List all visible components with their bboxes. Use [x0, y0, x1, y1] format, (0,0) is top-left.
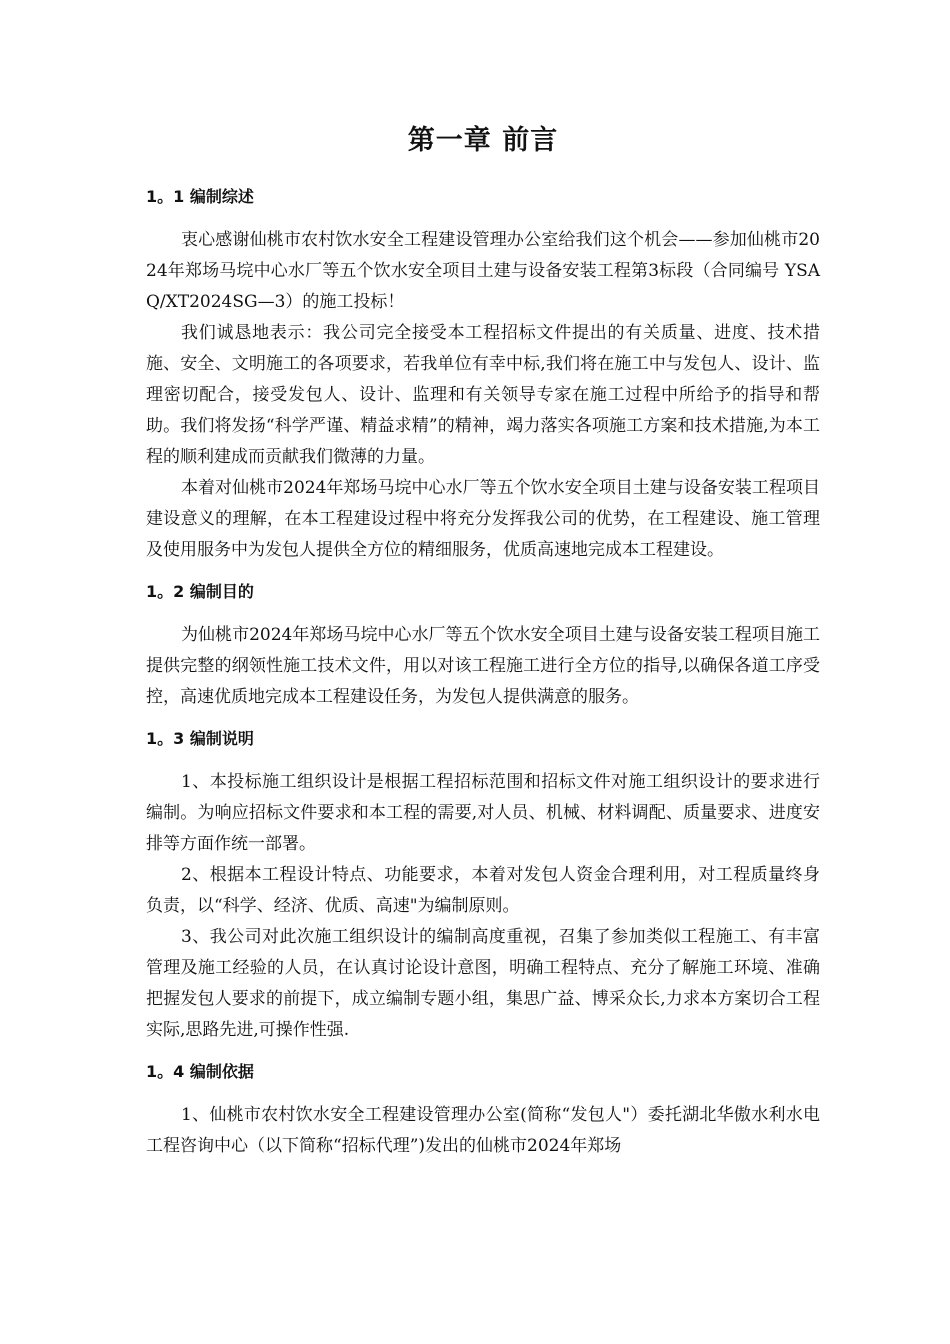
chapter-title: 第一章 前言 — [407, 125, 559, 156]
section-explanation — [146, 725, 820, 1046]
section-overview — [146, 183, 820, 566]
paragraph: 3、我公司对此次施工组织设计的编制高度重视，召集了参加类似工程施工、有丰富管理及施工经验的人员，在认真讨论设计意图，明确工程特点、充分了解施工环境、准确把握发包人要求的前提下，成立编制专题小组，集思广益、博采众长,力求本方案切合工程实际,思路先进,可操作性强. — [146, 927, 820, 1040]
paragraph: 衷心感谢仙桃市农村饮水安全工程建设管理办公室给我们这个机会——参加仙桃市2024年郑场马垸中心水厂等五个饮水安全项目土建与设备安装工程第3标段（合同编号 YSAQ/XT2024SG—3）的施工投标！ — [146, 230, 820, 312]
paragraph: 2、根据本工程设计特点、功能要求，本着对发包人资金合理利用，对工程质量终身负责，以“科学、经济、优质、高速"为编制原则。 — [146, 865, 820, 916]
paragraph: 本着对仙桃市2024年郑场马垸中心水厂等五个饮水安全项目土建与设备安装工程项目建设意义的理解，在本工程建设过程中将充分发挥我公司的优势，在工程建设、施工管理及使用服务中为发包人提供全方位的精细服务，优质高速地完成本工程建设。 — [146, 478, 820, 560]
section-heading: 1。3 编制说明 — [146, 729, 254, 748]
paragraph: 1、本投标施工组织设计是根据工程招标范围和招标文件对施工组织设计的要求进行编制。为响应招标文件要求和本工程的需要,对人员、机械、材料调配、质量要求、进度安排等方面作统一部署。 — [146, 772, 820, 854]
paragraph: 我们诚恳地表示：我公司完全接受本工程招标文件提出的有关质量、进度、技术措施、安全、文明施工的各项要求，若我单位有幸中标,我们将在施工中与发包人、设计、监理密切配合，接受发包人、设计、监理和有关领导专家在施工过程中所给予的指导和帮助。我们将发扬“科学严谨、精益求精”的精神，竭力落实各项施工方案和技术措施,为本工程的顺利建成而贡献我们微薄的力量。 — [146, 323, 820, 467]
paragraph: 1、仙桃市农村饮水安全工程建设管理办公室(简称“发包人"）委托湖北华傲水利水电工程咨询中心（以下简称“招标代理”)发出的仙桃市2024年郑场 — [146, 1105, 820, 1156]
section-heading: 1。1 编制综述 — [146, 187, 254, 206]
section-basis — [146, 1058, 820, 1162]
section-heading: 1。4 编制依据 — [146, 1062, 254, 1081]
section-heading: 1。2 编制目的 — [146, 582, 254, 601]
section-purpose — [146, 578, 820, 713]
paragraph: 为仙桃市2024年郑场马垸中心水厂等五个饮水安全项目土建与设备安装工程项目施工提供完整的纲领性施工技术文件，用以对该工程施工进行全方位的指导,以确保各道工序受控，高速优质地完成本工程建设任务，为发包人提供满意的服务。 — [146, 625, 820, 707]
